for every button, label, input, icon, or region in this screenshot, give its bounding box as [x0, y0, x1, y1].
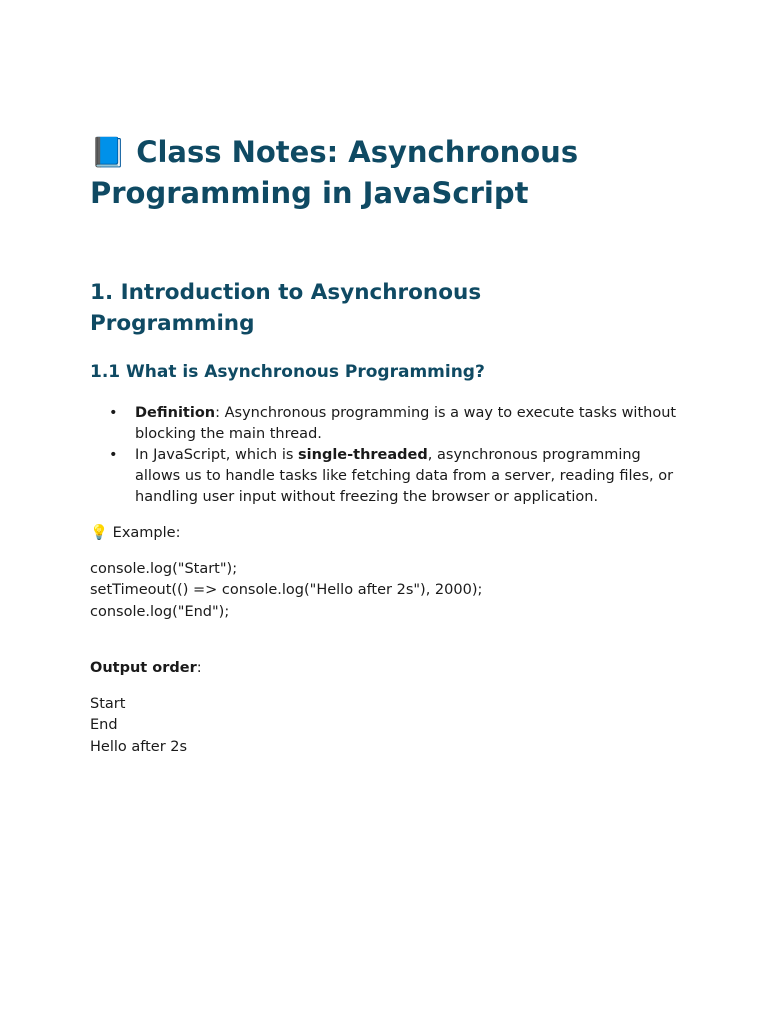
- document-title: 📘 Class Notes: Asynchronous Programming in JavaScript: [90, 135, 579, 210]
- output-block: [90, 694, 187, 758]
- output-label: [90, 658, 202, 679]
- bullet-list: [90, 403, 690, 508]
- bullet-text: : Asynchronous programming is a way to execute tasks without blocking the main thread.: [135, 405, 677, 442]
- bullet-icon: •: [109, 405, 118, 421]
- code-line: console.log("Start");: [90, 561, 238, 577]
- bullet-text: , asynchronous programming allows us to handle tasks like fetching data from a server, reading files, or handling user input without freezing the browser or application.: [135, 447, 674, 505]
- code-block: [90, 559, 482, 623]
- example-label: 💡 Example:: [90, 525, 181, 541]
- output-line: Hello after 2s: [90, 738, 188, 755]
- list-item: [90, 445, 690, 508]
- code-line: setTimeout(() => console.log("Hello after 2s"), 2000);: [90, 582, 483, 599]
- output-label-bold: Output order: [90, 660, 197, 676]
- term-single-threaded: single-threaded: [298, 447, 428, 463]
- section-heading: 1. Introduction to Asynchronous Programming: [90, 280, 482, 336]
- output-line: Start: [90, 696, 126, 712]
- bullet-icon: •: [109, 447, 118, 463]
- list-item: [90, 403, 690, 445]
- code-line: console.log("End");: [90, 603, 230, 620]
- output-line: End: [90, 717, 118, 734]
- bullet-text-pre: In JavaScript, which is: [135, 447, 299, 463]
- subsection-heading: 1.1 What is Asynchronous Programming?: [90, 362, 485, 382]
- output-label-suffix: :: [196, 660, 202, 676]
- term-definition: Definition: [135, 405, 216, 421]
